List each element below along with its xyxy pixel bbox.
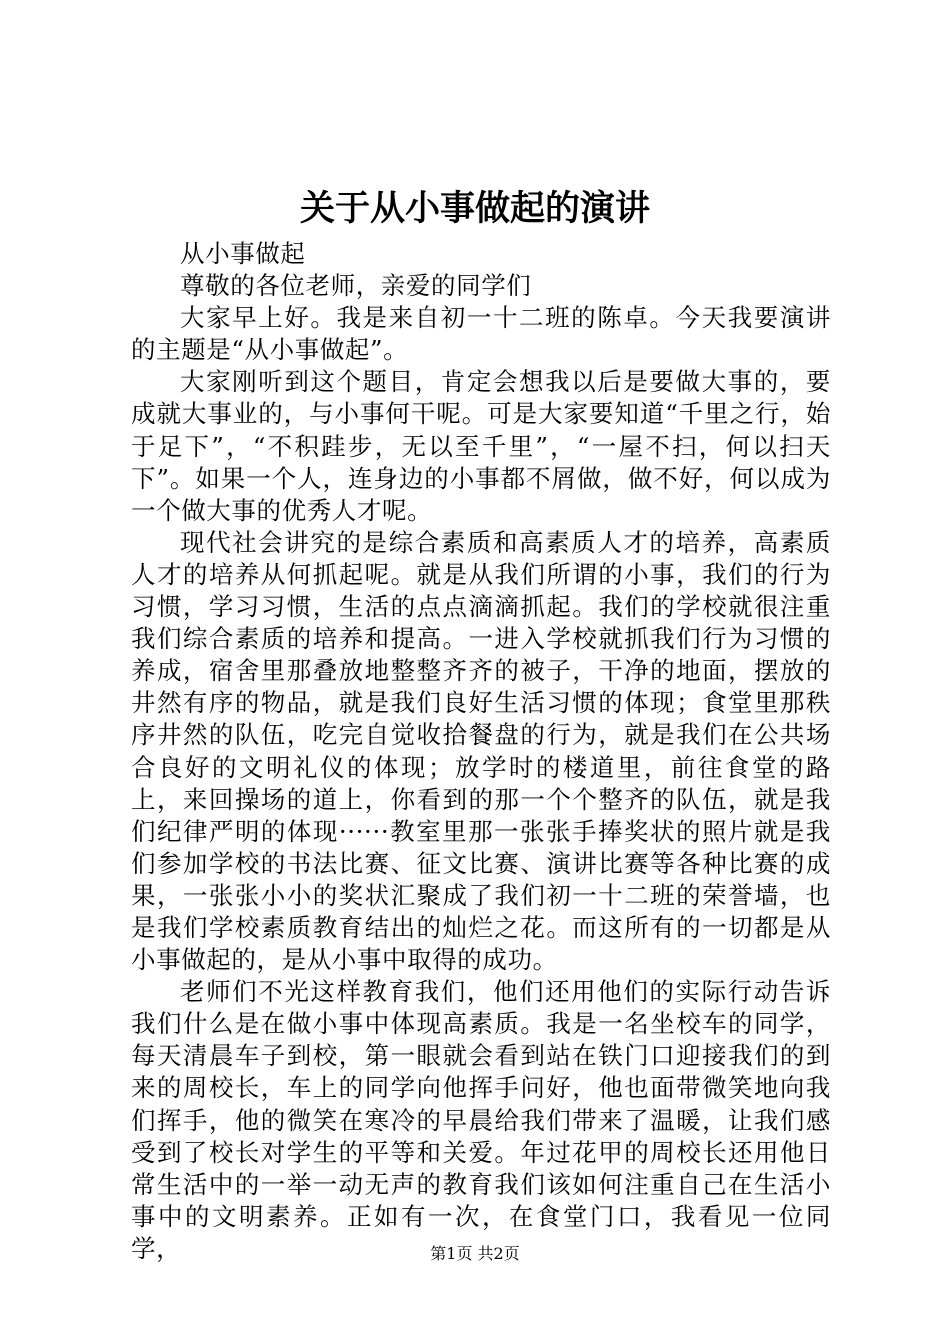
page-footer: 第1页 共2页 (430, 1244, 520, 1263)
document-title: 关于从小事做起的演讲 (299, 188, 650, 229)
paragraph-greeting: 尊敬的各位老师，亲爱的同学们 (180, 271, 532, 301)
paragraph: 老师们不光这样教育我们，他们还用他们的实际行动告诉我们什么是在做小事中体现高素质。我是一名坐校车的同学，每天清晨车子到校，第一眼就会看到站在铁门口迎接我们的到来的周校长，车上的同学向他挥手问好，他也面带微笑地向我们挥手，他的微笑在寒冷的早晨给我们带来了温暖，让我们感受到了校长对学生的平等和关爱。年过花甲的周校长还用他日常生活中的一举一动无声的教育我们该如何注重自己在生活小事中的文明素养。正如有一次，在食堂门口，我看见一位同学， (131, 977, 831, 1263)
document-body (131, 238, 831, 1265)
paragraph-heading: 从小事做起 (180, 239, 306, 268)
paragraph: 现代社会讲究的是综合素质和高素质人才的培养，高素质人才的培养从何抓起呢。就是从我们所谓的小事，我们的行为习惯，学习习惯，生活的点点滴滴抓起。我们的学校就很注重我们综合素质的培养和提高。一进入学校就抓我们行为习惯的养成，宿舍里那叠放地整整齐齐的被子，干净的地面，摆放的井然有序的物品，就是我们良好生活习惯的体现；食堂里那秩序井然的队伍，吃完自觉收拾餐盘的行为，就是我们在公共场合良好的文明礼仪的体现；放学时的楼道里，前往食堂的路上，来回操场的道上，你看到的那一个个整齐的队伍，就是我们纪律严明的体现······教室里那一张张手捧奖状的照片就是我们参加学校的书法比赛、征文比赛、演讲比赛等各种比赛的成果，一张张小小的奖状汇聚成了我们初一十二班的荣誉墙，也是我们学校素质教育结出的灿烂之花。而这所有的一切都是从小事做起的，是从小事中取得的成功。 (131, 527, 831, 975)
paragraph: 大家刚听到这个题目，肯定会想我以后是要做大事的，要成就大事业的，与小事何干呢。可是大家要知道“千里之行，始于足下”，“不积跬步，无以至千里”，“一屋不扫，何以扫天下”。如果一个人，连身边的小事都不屑做，做不好，何以成为一个做大事的优秀人才呢。 (131, 367, 831, 525)
paragraph: 大家早上好。我是来自初一十二班的陈卓。今天我要演讲的主题是“从小事做起”。 (131, 303, 831, 365)
